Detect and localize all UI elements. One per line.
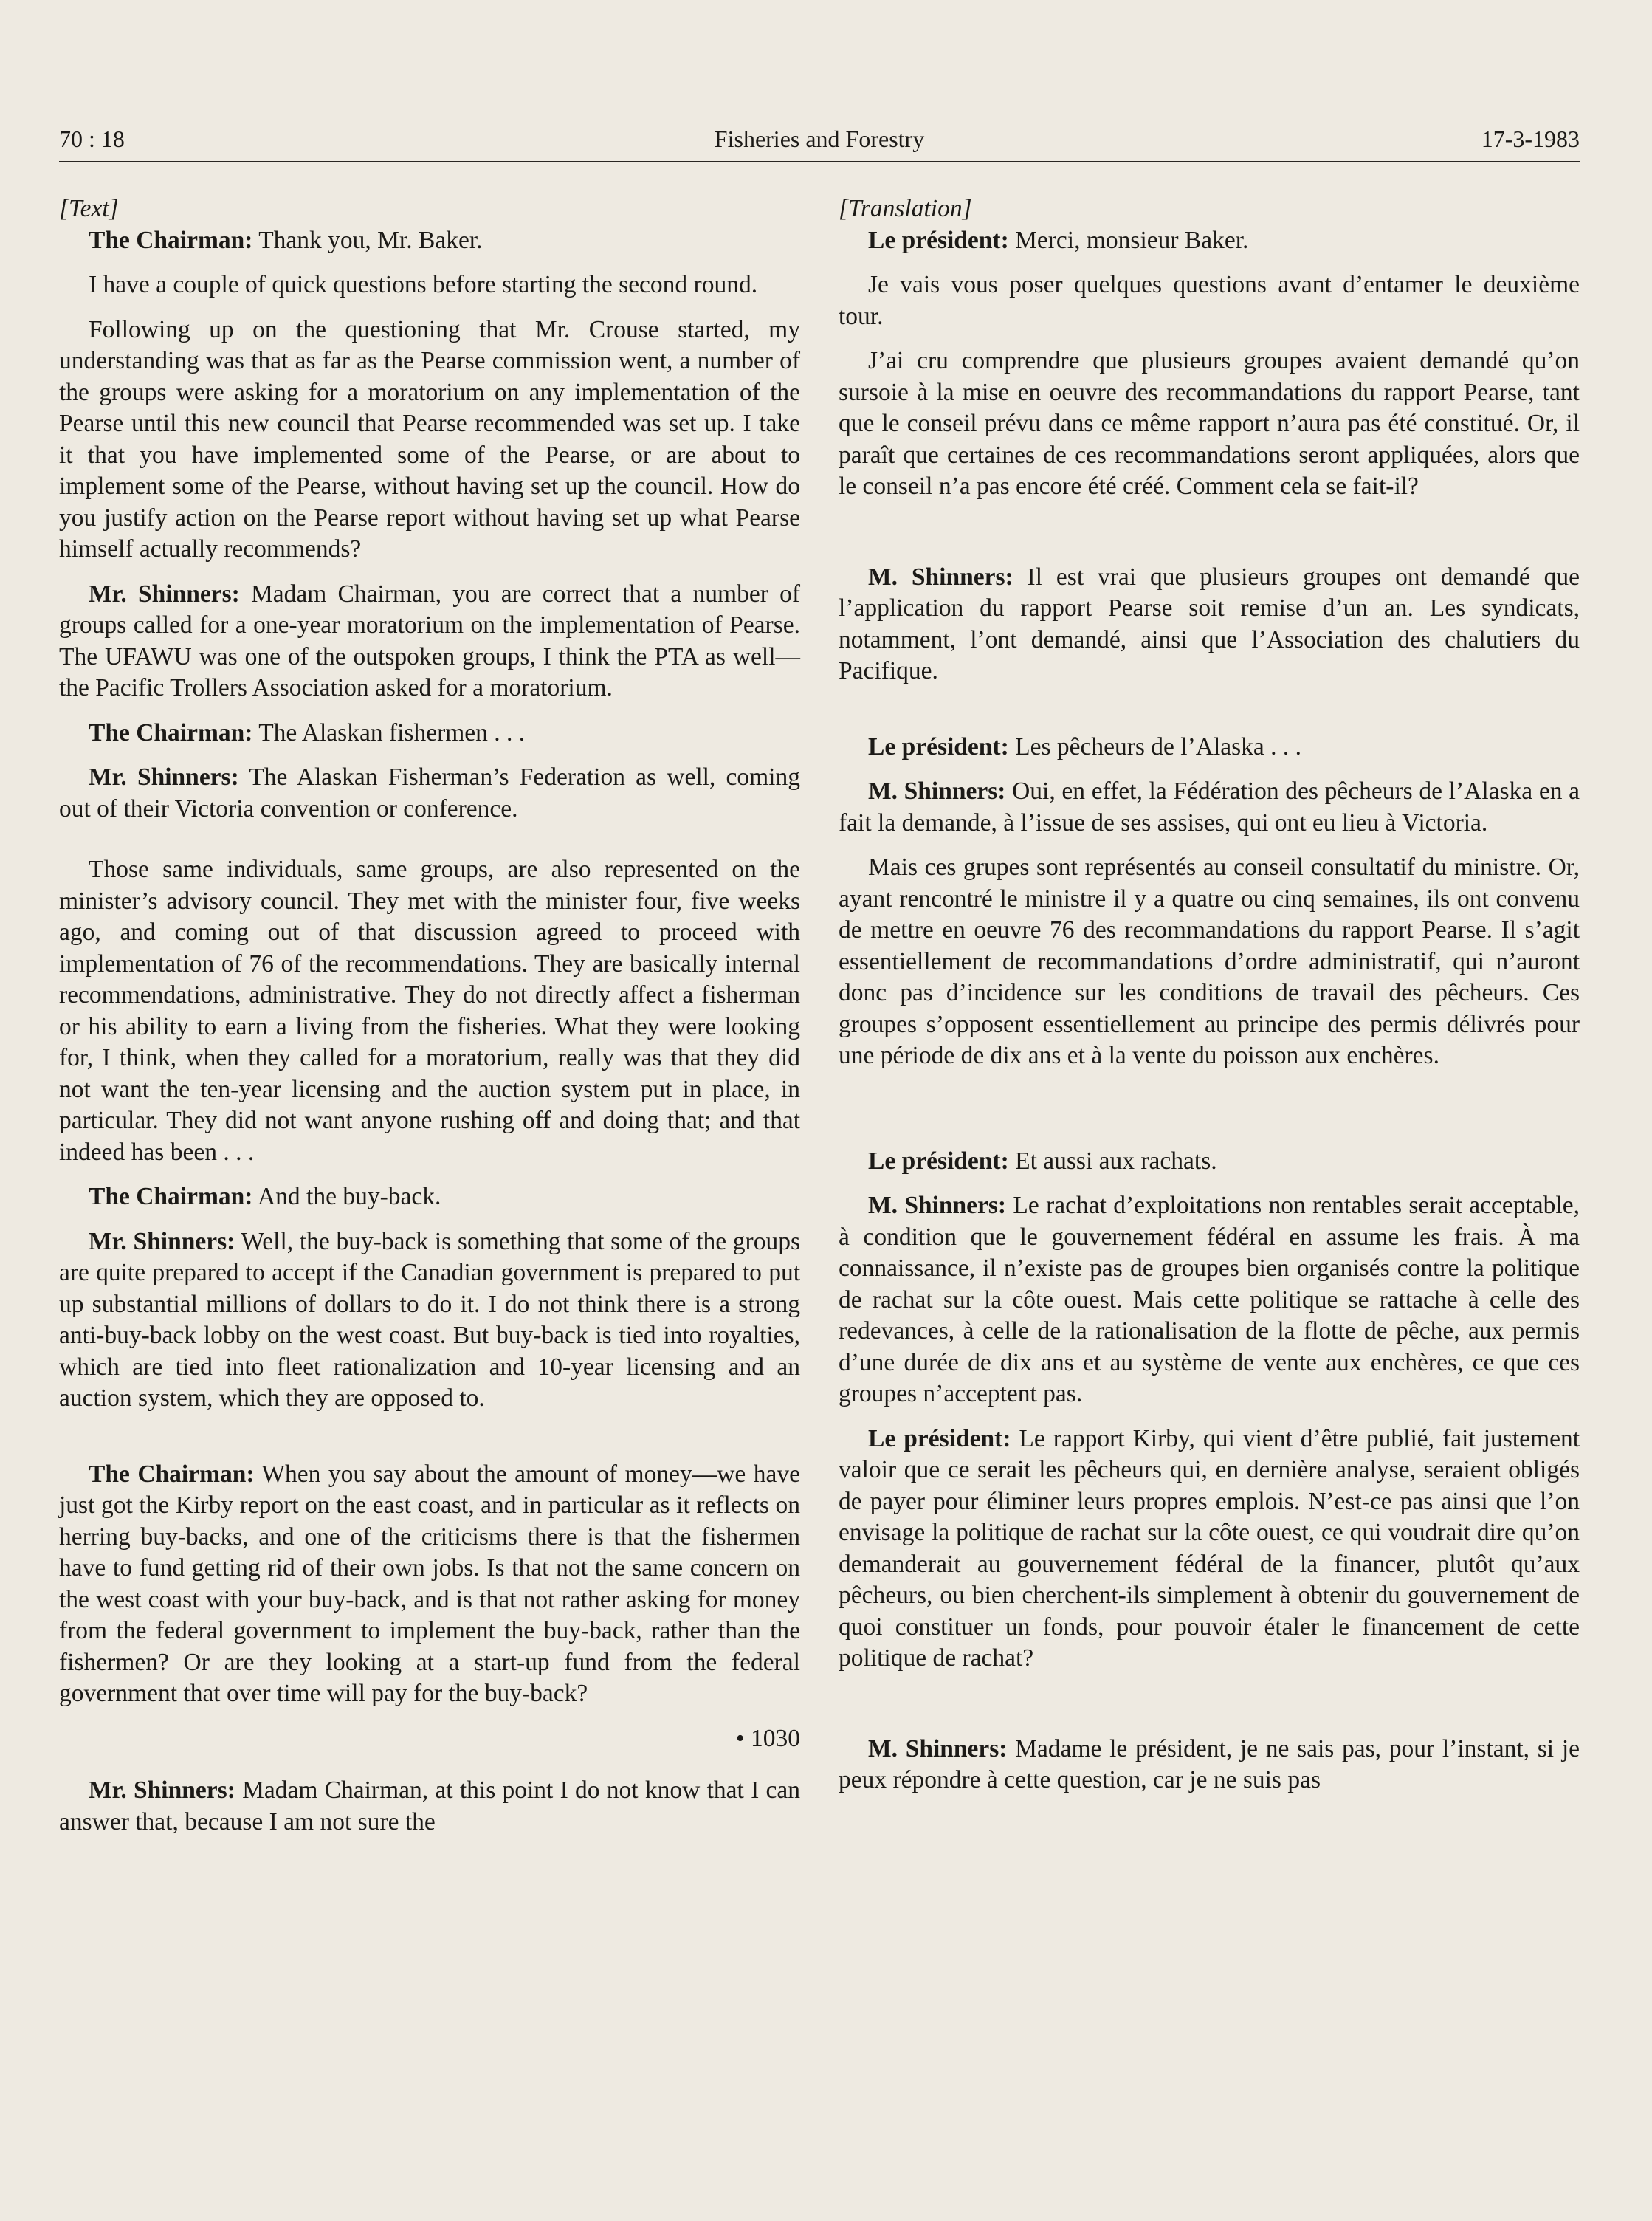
speaker-name: Le président:: [868, 226, 1009, 254]
column-label: [Translation]: [839, 195, 972, 222]
paragraph: [839, 1190, 1580, 1410]
speaker-name: Mr. Shinners:: [89, 1777, 235, 1804]
paragraph: [59, 718, 800, 749]
paragraph: [839, 562, 1580, 687]
speaker-name: Mr. Shinners:: [89, 763, 239, 791]
paragraph: I have a couple of quick questions before starting the second round.: [89, 271, 758, 298]
speaker-name: Le président:: [868, 1424, 1011, 1452]
speaker-name: Le président:: [868, 732, 1009, 761]
speaker-name: The Chairman:: [89, 1183, 253, 1210]
paragraph: [839, 225, 1580, 257]
speech-text: Well, the buy-back is something that some of the groups are quite prepared to accept if the Canadian government is prepared to put up substantial millions of dollars to do it. I do not think there is a strong anti-buy-back lobby on the west coast. But buy-back is tied into royalties, which are tied into fleet rationalization and 10-year licensing and an auction system, which they are opposed to.: [59, 1227, 800, 1412]
paragraph: [839, 776, 1580, 839]
paragraph: [59, 225, 800, 257]
paragraph: [839, 1734, 1580, 1796]
speech-text: Oui, en effet, la Fédération des pêcheurs de l’Alaska en a fait la demande, à l’issue de ses assises, qui ont eu lieu à Victoria.: [839, 777, 1580, 837]
speech-text: Madame le président, je ne sais pas, pour l’instant, si je peux répondre à cette question, car je ne suis pas: [839, 1734, 1580, 1793]
speaker-name: Mr. Shinners:: [89, 1227, 235, 1255]
paragraph: [59, 1775, 800, 1838]
speech-text: Thank you, Mr. Baker.: [252, 226, 483, 254]
paragraph: [59, 579, 800, 704]
column-label: [Text]: [59, 195, 119, 222]
paragraph: [59, 1181, 800, 1213]
paragraph: [839, 1424, 1580, 1675]
time-stamp: • 1030: [735, 1724, 800, 1752]
running-title: Fisheries and Forestry: [714, 126, 925, 152]
page-header: [59, 126, 1580, 159]
speech-text: Le rapport Kirby, qui vient d’être publié, fait justement valoir que ce serait les pêcheurs qui, en dernière analyse, seraient obligés de payer pour éliminer leurs propres emplois. N’est-ce pas ainsi que l’on envisage la politique de rachat sur la côte ouest, ce qui voudrait dire qu’on demanderait au gouvernement fédéral de la financer, plutôt qu’aux pêcheurs, ou bien cherchent-ils simplement à obtenir du gouvernement de quoi constituer un fonds, pour pouvoir étaler le financement de cette politique de rachat?: [839, 1424, 1580, 1672]
speech-text: Et aussi aux rachats.: [1008, 1147, 1217, 1175]
paragraph: Je vais vous poser quelques questions avant d’entamer le deuxième tour.: [839, 271, 1580, 330]
paragraph: [59, 1226, 800, 1415]
speech-text: When you say about the amount of money—we have just got the Kirby report on the east coast, and in particular as it reflects on herring buy-backs, and one of the criticisms there is that the fishermen have to fund getting rid of their own jobs. Is that not the same concern on the west coast with your buy-back, and is that not rather asking for money from the federal government to implement the buy-back, rather than the fishermen? Or are they looking at a start-up fund from the federal government that over time will pay for the buy-back?: [59, 1460, 800, 1707]
paragraph: [839, 1146, 1580, 1178]
french-column: [839, 193, 1580, 1810]
speech-text: The Alaskan Fisherman’s Federation as well, coming out of their Victoria convention or conference.: [59, 763, 800, 823]
speech-text: Madam Chairman, you are correct that a number of groups called for a one-year moratorium on the implementation of Pearse. The UFAWU was one of the outspoken groups, I think the PTA as well—the Pacific Trollers Association asked for a moratorium.: [59, 580, 800, 701]
paragraph: J’ai cru comprendre que plusieurs groupes avaient demandé qu’on sursoie à la mise en oeuvre des recommandations du rapport Pearse, tant que le conseil prévu dans ce même rapport n’aura pas été constitué. Or, il paraît que certaines de ces recommandations seront appliquées, alors que le conseil n’a pas encore été créé. Comment cela se fait-il?: [839, 347, 1580, 500]
speaker-name: The Chairman:: [89, 1460, 255, 1488]
english-column: [59, 193, 800, 1851]
speaker-name: Mr. Shinners:: [89, 580, 240, 608]
speaker-name: M. Shinners:: [868, 1192, 1007, 1219]
speaker-name: M. Shinners:: [868, 1734, 1008, 1762]
paragraph: [59, 1459, 800, 1710]
speech-text: Madam Chairman, at this point I do not know that I can answer that, because I am not sure the: [59, 1777, 800, 1836]
speech-text: And the buy-back.: [252, 1183, 441, 1210]
speech-text: Le rachat d’exploitations non rentables serait acceptable, à condition que le gouvernement fédéral en assume les frais. À ma connaissance, il n’existe pas de groupes bien organisés contre la politique de rachat sur la côte ouest. Mais cette politique se rattache à celle des redevances, à celle de la rationalisation de la flotte de pêche, aux permis d’une durée de dix ans et au système de vente aux enchères, ce que ces groupes n’acceptent pas.: [839, 1192, 1580, 1407]
speaker-name: The Chairman:: [89, 226, 253, 254]
paragraph: [59, 762, 800, 825]
page-number: 70 : 18: [59, 126, 125, 152]
header-rule: [59, 161, 1580, 162]
paragraph: [839, 732, 1580, 763]
speech-text: Il est vrai que plusieurs groupes ont demandé que l’application du rapport Pearse soit remise d’un an. Les syndicats, notamment, l’ont demandé, ainsi que l’Association des chalutiers du Pacifique.: [839, 563, 1580, 684]
paragraph: Mais ces grupes sont représentés au conseil consultatif du ministre. Or, ayant rencontré le ministre il y a quatre ou cinq semaines, ils ont convenu de mettre en oeuvre 76 des recommandations du rapport Pearse. Il s’agit essentiellement de recommandations d’ordre administratif, qui n’auront donc pas d’incidence sur les conditions de travail des pêcheurs. Ces groupes s’opposent essentiellement au principe des permis délivrés pour une période de dix ans et à la vente du poisson aux enchères.: [839, 854, 1580, 1069]
speech-text: The Alaskan fishermen . . .: [252, 718, 526, 746]
paragraph: Following up on the questioning that Mr. Crouse started, my understanding was that as far as the Pearse commission went, a number of the groups were asking for a moratorium on any implementation of the Pearse until this new council that Pearse recommended was set up. I take it that you have implemented some of the Pearse, or are about to implement some of the Pearse, without having set up the council. How do you justify action on the Pearse report without having set up what Pearse himself actually recommends?: [59, 315, 800, 563]
speaker-name: Le président:: [868, 1147, 1009, 1175]
speaker-name: M. Shinners:: [868, 777, 1006, 805]
speaker-name: The Chairman:: [89, 718, 253, 746]
paragraph: Those same individuals, same groups, are also represented on the minister’s advisory council. They met with the minister four, five weeks ago, and coming out of that discussion agreed to proceed with implementation of 76 of the recommendations. They are basically internal recommendations, administrative. They do not directly affect a fisherman or his ability to earn a living from the fisheries. What they were looking for, I think, when they called for a moratorium, really was that they did not want the ten-year licensing and the auction system put in place, in particular. They did not want anyone rushing off and doing that; and that indeed has been . . .: [59, 856, 800, 1166]
page-date: 17-3-1983: [1481, 126, 1580, 152]
speech-text: Les pêcheurs de l’Alaska . . .: [1008, 732, 1302, 761]
speech-text: Merci, monsieur Baker.: [1008, 226, 1249, 254]
speaker-name: M. Shinners:: [868, 563, 1013, 591]
